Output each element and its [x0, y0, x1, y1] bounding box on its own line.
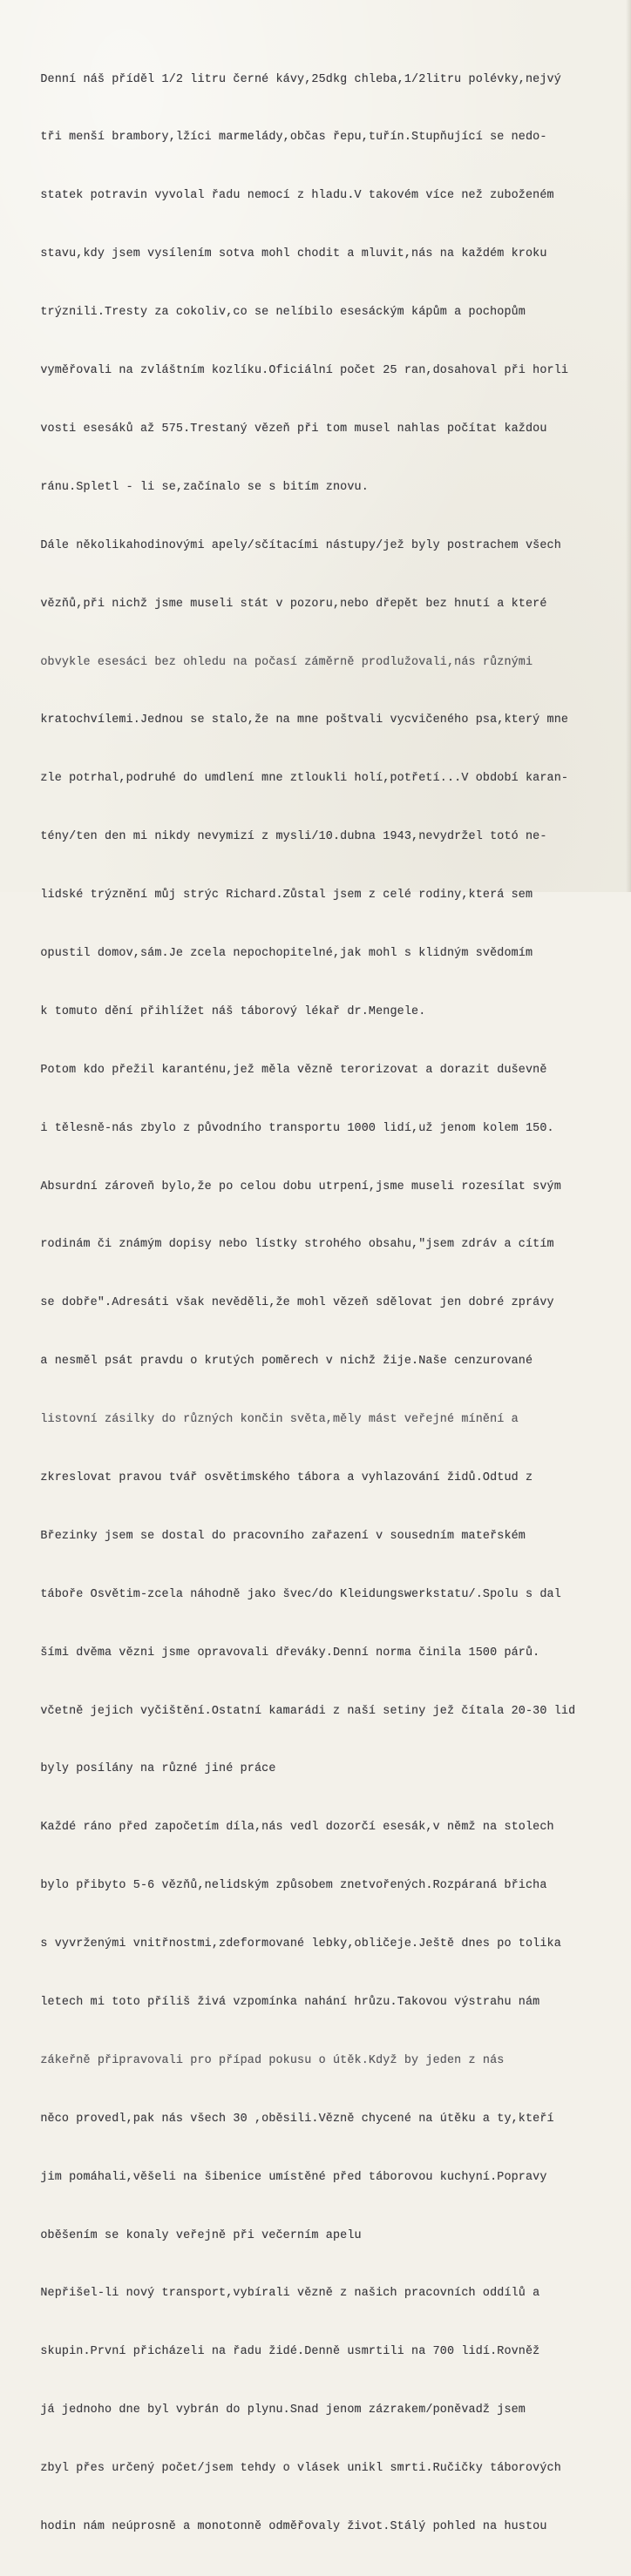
- text-line: Březinky jsem se dostal do pracovního zařazení v sousedním mateřském: [26, 1529, 526, 1543]
- text-line: se dobře".Adresáti však nevěděli,že mohl vězeň sdělovat jen dobré zprávy: [26, 1296, 554, 1310]
- text-line: bylo přibyto 5-6 vězňů,nelidským způsobem znetvořených.Rozpáraná břicha: [26, 1879, 547, 1893]
- text-line: zákeřně připravovali pro případ pokusu o útěk.Když by jeden z nás: [26, 2053, 505, 2067]
- text-line: Každé ráno před započetím díla,nás vedl dozorčí esesák,v němž na stolech: [26, 1821, 554, 1835]
- text-line: zkreslovat pravou tvář osvětimského tábora a vyhlazování židů.Odtud z: [26, 1471, 533, 1484]
- text-line: vyměřovali na zvláštním kozlíku.Oficiální počet 25 ran,dosahoval při horli: [26, 364, 569, 378]
- text-line: byly posílány na různé jiné práce: [26, 1762, 276, 1776]
- text-line: lidské trýznění můj strýc Richard.Zůstal jsem z celé rodiny,která sem: [26, 889, 533, 903]
- text-line: letech mi toto příliš živá vzpomínka nahání hrůzu.Takovou výstrahu nám: [26, 1995, 540, 2009]
- text-line: Potom kdo přežil karanténu,jež měla vězně terorizovat a dorazit duševně: [26, 1063, 547, 1077]
- text-line: ránu.Spletl - li se,začínalo se s bitím znovu.: [26, 480, 369, 494]
- text-line: s vyvrženými vnitřnostmi,zdeformované lebky,obličeje.Ještě dnes po tolika: [26, 1937, 561, 1951]
- text-line: opustil domov,sám.Je zcela nepochopitelné,jak mohl s klidným svědomím: [26, 946, 533, 960]
- text-line: oběšením se konaly veřejně při večerním apelu: [26, 2228, 362, 2242]
- text-line: listovní zásilky do různých končin světa,měly mást veřejné mínění a: [26, 1413, 519, 1427]
- text-line: vězňů,při nichž jsme museli stát v pozoru,nebo dřepět bez hnutí a které: [26, 597, 547, 611]
- text-line: něco provedl,pak nás všech 30 ,oběsili.Vězně chycené na útěku a ty,kteří: [26, 2112, 554, 2126]
- text-line: táboře Osvětim-zcela náhodně jako švec/do Kleidungswerkstatu/.Spolu s dal: [26, 1587, 561, 1601]
- text-line: včetně jejich vyčištění.Ostatní kamarádi z naší setiny jež čítala 20-30 lid: [26, 1704, 576, 1718]
- text-line: obvykle esesáci bez ohledu na počasí záměrně prodlužovali,nás různými: [26, 655, 533, 669]
- text-line: statek potravin vyvolal řadu nemocí z hladu.V takovém více než zuboženém: [26, 189, 554, 203]
- text-line: trýznili.Tresty za cokoliv,co se nelíbilo esesáckým kápům a pochopům: [26, 306, 526, 320]
- paper-edge-shadow: [626, 0, 631, 892]
- text-line: zbyl přes určený počet/jsem tehdy o vlásek unikl smrti.Ručičky táborových: [26, 2462, 561, 2476]
- text-line: vosti esesáků až 575.Trestaný vězeň při tom musel nahlas počítat každou: [26, 422, 547, 436]
- text-line: hodin nám neúprosně a monotonně odměřovaly život.Stálý pohled na hustou: [26, 2520, 547, 2533]
- text-line: Absurdní zároveň bylo,že po celou dobu utrpení,jsme museli rozesílat svým: [26, 1180, 561, 1193]
- text-line: tény/ten den mi nikdy nevymizí z mysli/10.dubna 1943,nevydržel totó ne-: [26, 830, 547, 844]
- text-line: stavu,kdy jsem vysílením sotva mohl chodit a mluvit,nás na každém kroku: [26, 247, 547, 261]
- text-line: i tělesně-nás zbylo z původního transportu 1000 lidí,už jenom kolem 150.: [26, 1121, 554, 1135]
- text-line: kratochvílemi.Jednou se stalo,že na mne poštvali vycvičeného psa,který mne: [26, 713, 569, 727]
- text-line: Denní náš příděl 1/2 litru černé kávy,25dkg chleba,1/2litru polévky,nejvý: [26, 72, 561, 86]
- text-line: Dále několikahodinovými apely/sčítacími nástupy/jež byly postrachem všech: [26, 538, 561, 552]
- text-line: a nesměl psát pravdu o krutých poměrech v nichž žije.Naše cenzurované: [26, 1355, 533, 1369]
- text-line: Nepřišel-li nový transport,vybírali vězně z našich pracovních oddílů a: [26, 2287, 540, 2301]
- text-line: šími dvěma vězni jsme opravovali dřeváky.Denní norma činila 1500 párů.: [26, 1646, 540, 1660]
- text-line: jim pomáhali,věšeli na šibenice umístěné před táborovou kuchyní.Popravy: [26, 2170, 547, 2184]
- text-line: k tomuto dění přihlížet náš táborový lékař dr.Mengele.: [26, 1004, 426, 1018]
- text-line: já jednoho dne byl vybrán do plynu.Snad jenom zázrakem/poněvadž jsem: [26, 2404, 526, 2417]
- text-line: rodinám či známým dopisy nebo lístky strohého obsahu,"jsem zdráv a cítím: [26, 1238, 554, 1252]
- text-line: tři menší brambory,lžíci marmelády,občas řepu,tuřín.Stupňující se nedo-: [26, 131, 547, 145]
- text-line: skupin.První přicházeli na řadu židé.Denně usmrtili na 700 lidí.Rovněž: [26, 2345, 540, 2359]
- text-line: zle potrhal,podruhé do umdlení mne ztloukli holí,potřetí...V období karan-: [26, 772, 569, 786]
- typewritten-text: [26, 31, 628, 2576]
